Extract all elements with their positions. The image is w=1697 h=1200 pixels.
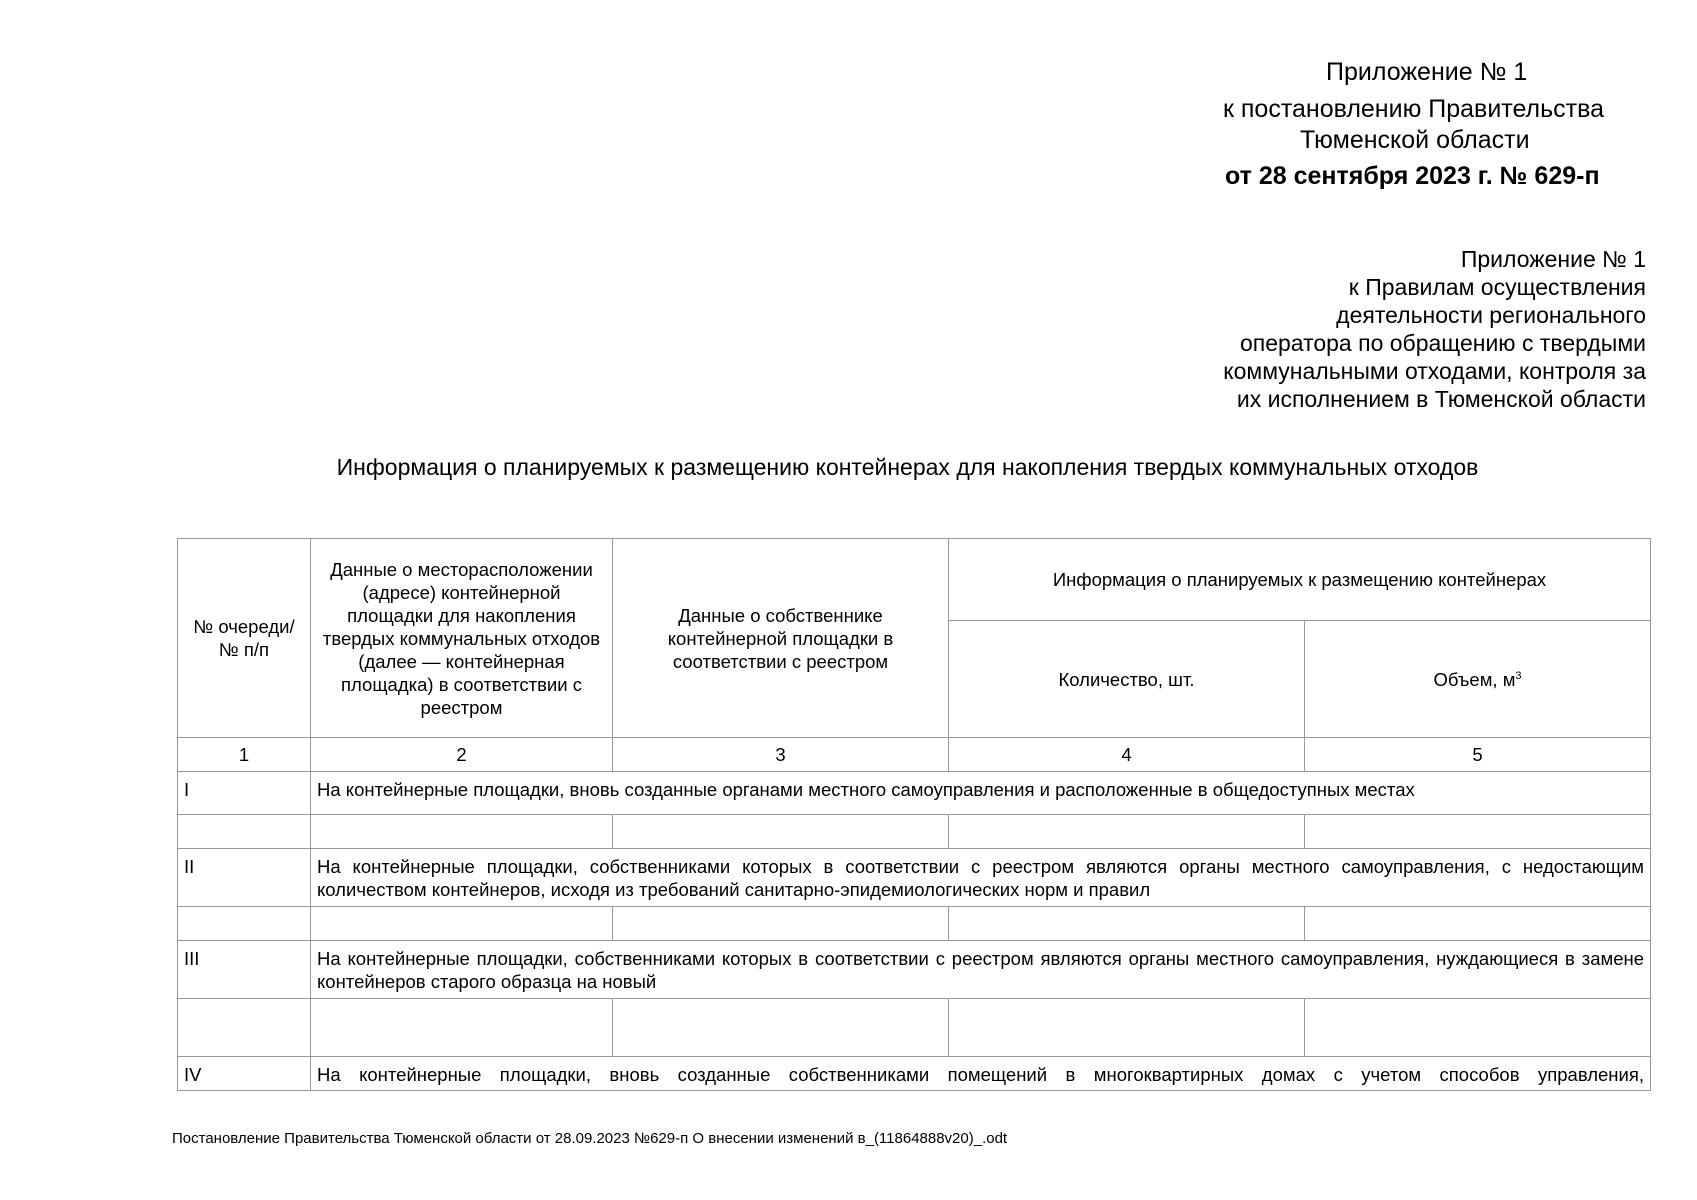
section-row (178, 941, 1651, 999)
table-row (178, 815, 1651, 849)
decree-date-number: от 28 сентября 2023 г. № 629-п (1225, 162, 1600, 190)
section-number: IV (178, 1057, 311, 1091)
header-cell-planned-containers: Информация о планируемых к размещению контейнерах (949, 539, 1651, 621)
column-number-row (178, 738, 1651, 772)
rules-attachment-line: деятельности регионального (1336, 302, 1646, 328)
rules-attachment-line: оператора по обращению с твердыми (1239, 330, 1646, 356)
rules-attachment-line: коммунальными отходами, контроля за (1223, 358, 1646, 384)
header-cell-queue-number: № очереди/ № п/п (178, 539, 311, 738)
empty-cell (949, 907, 1305, 941)
rules-attachment-line: их исполнением в Тюменской области (1236, 386, 1646, 412)
empty-cell (311, 999, 613, 1057)
volume-unit-label: Объем, м (1433, 668, 1516, 690)
section-number: I (178, 772, 311, 815)
empty-cell (613, 815, 949, 849)
table-header-row (178, 539, 1651, 621)
section-row (178, 849, 1651, 907)
section-row (178, 772, 1651, 815)
column-number: 1 (178, 738, 311, 772)
section-number: II (178, 849, 311, 907)
empty-cell (311, 907, 613, 941)
header-cell-location: Данные о месторасположении (адресе) контейнерной площадки для накопления твердых коммунальных отходов (далее — контейнерная площадка) в соответствии с реестром (311, 539, 613, 738)
decree-attachment-line: Тюменской области (1300, 126, 1530, 154)
table-row (178, 907, 1651, 941)
section-text: На контейнерные площадки, вновь созданные собственниками помещений в многоквартирных домах с учетом способов управления, (311, 1057, 1651, 1091)
header-cell-owner: Данные о собственнике контейнерной площадки в соответствии с реестром (613, 539, 949, 738)
decree-attachment-line: к постановлению Правительства (1223, 95, 1605, 123)
section-text: На контейнерные площадки, вновь созданные органами местного самоуправления и расположенные в общедоступных местах (311, 772, 1651, 815)
section-text: На контейнерные площадки, собственниками которых в соответствии с реестром являются органы местного самоуправления, нуждающиеся в замене контейнеров старого образца на новый (311, 941, 1651, 999)
containers-table (177, 538, 1651, 1091)
rules-attachment-header (1223, 245, 1646, 413)
empty-cell (178, 999, 311, 1057)
document-footer: Постановление Правительства Тюменской области от 28.09.2023 №629-п О внесении изменений в_(11864888v20)_.odt (172, 1130, 1008, 1147)
empty-cell (613, 907, 949, 941)
rules-attachment-line: к Правилам осуществления (1348, 274, 1646, 300)
document-title: Информация о планируемых к размещению контейнерах для накопления твердых коммунальных отходов (336, 454, 1479, 480)
column-number: 2 (311, 738, 613, 772)
column-number: 5 (1305, 738, 1651, 772)
column-number: 3 (613, 738, 949, 772)
empty-cell (1305, 999, 1651, 1057)
decree-attachment-line: Приложение № 1 (1326, 58, 1528, 86)
empty-cell (949, 815, 1305, 849)
section-row (178, 1057, 1651, 1091)
section-text: На контейнерные площадки, собственниками которых в соответствии с реестром являются органы местного самоуправления, с недостающим количеством контейнеров, исходя из требований санитарно-эпидемиологических норм и правил (311, 849, 1651, 907)
volume-unit-exponent: 3 (1515, 669, 1522, 682)
empty-cell (949, 999, 1305, 1057)
section-number: III (178, 941, 311, 999)
header-cell-volume (1305, 621, 1651, 738)
rules-attachment-line: Приложение № 1 (1460, 246, 1646, 272)
empty-cell (178, 907, 311, 941)
empty-cell (613, 999, 949, 1057)
header-cell-quantity: Количество, шт. (949, 621, 1305, 738)
empty-cell (1305, 815, 1651, 849)
empty-cell (1305, 907, 1651, 941)
empty-cell (311, 815, 613, 849)
column-number: 4 (949, 738, 1305, 772)
empty-cell (178, 815, 311, 849)
table-row (178, 999, 1651, 1057)
